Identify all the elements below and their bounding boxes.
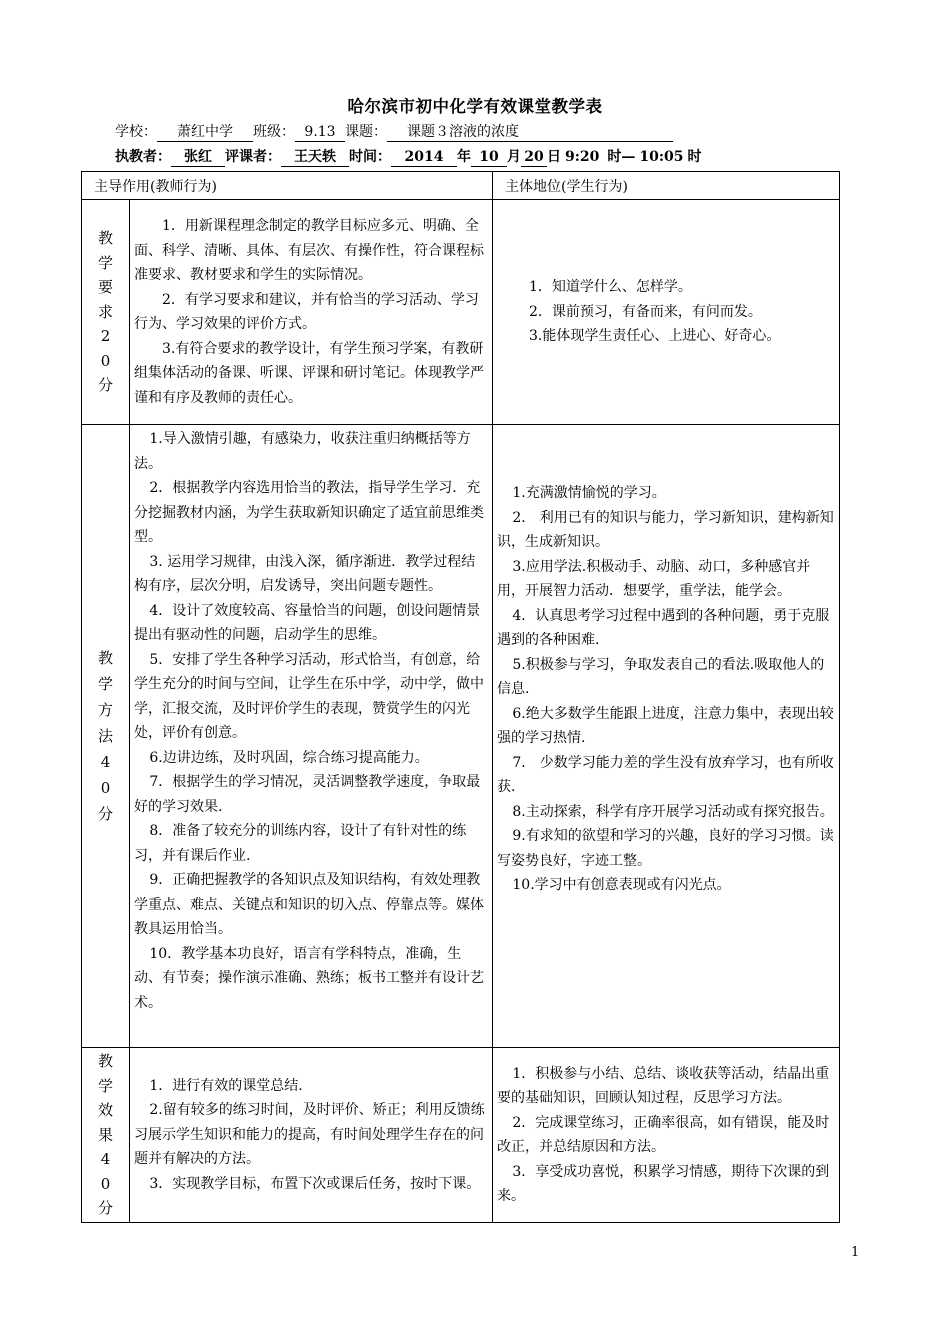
month-unit: 月: [507, 149, 521, 165]
month-value: 10: [471, 148, 507, 167]
student-item: 1．知道学什么、怎样学。: [529, 279, 692, 296]
student-item: 1.充满激情愉悦的学习。: [512, 485, 666, 501]
teacher-item: 8．准备了较充分的训练内容，设计了有针对性的练习，并有课后作业.: [134, 823, 467, 864]
category-label: 教学要求20分: [98, 229, 114, 395]
category-label: 教学方法40分: [98, 649, 114, 823]
teacher-value: 张红: [171, 148, 225, 167]
teacher-label: 执教者：: [115, 149, 171, 165]
table-header-row: [82, 172, 840, 200]
class-label: 班级：: [253, 124, 295, 140]
header-teacher-behavior: 主导作用(教师行为): [82, 172, 493, 200]
reviewer-label: 评课者：: [225, 149, 281, 165]
category-label: 教学效果40分: [98, 1052, 114, 1218]
category-cell: [82, 1048, 130, 1223]
teacher-item: 7．根据学生的学习情况，灵活调整教学速度，争取最好的学习效果.: [134, 774, 481, 815]
start-time: 9:20: [565, 149, 600, 165]
teacher-item: 1．进行有效的课堂总结.: [149, 1077, 303, 1094]
day-unit: 日: [547, 149, 561, 165]
reviewer-value: 王天轶: [281, 148, 349, 167]
teacher-item: 5．安排了学生各种学习活动，形式恰当，有创意，给学生充分的时间与空间，让学生在乐中学，动中学，做中学，汇报交流，及时评价学生的表现，赞赏学生的闪光处，评价有创意。: [134, 651, 484, 741]
student-item: 6.绝大多数学生能跟上进度，注意力集中，表现出较强的学习热情.: [497, 705, 834, 746]
day-value: 20: [521, 148, 547, 167]
teacher-item: 2．有学习要求和建议，并有恰当的学习活动、学习行为、学习效果的评价方式。: [134, 291, 479, 332]
evaluation-table: [81, 171, 840, 1223]
teacher-cell: [130, 425, 493, 1048]
end-time: 10:05: [639, 149, 684, 165]
teacher-item: 9．正确把握教学的各知识点及知识结构，有效处理教学重点、难点、关键点和知识的切入点、停靠点等。媒体教具运用恰当。: [134, 872, 484, 937]
student-cell: [493, 1048, 840, 1223]
student-item: 3.应用学法.积极动手、动脑、动口，多种感官并用，开展智力活动．想要学，重学法，能学会。: [497, 558, 811, 599]
student-cell: [493, 200, 840, 425]
student-item: 10.学习中有创意表现或有闪光点。: [512, 877, 731, 893]
school-value: 萧红中学: [157, 123, 253, 142]
student-item: 9.有求知的欲望和学习的兴趣，良好的学习习惯。读写姿势良好，字迹工整。: [497, 828, 834, 869]
teacher-item: 1．用新课程理念制定的教学目标应多元、明确、全面、科学、清晰、具体、有层次、有操作性，符合课程标准要求、教材要求和学生的实际情况。: [134, 218, 484, 283]
table-row: [82, 200, 840, 425]
teacher-item: 1.导入激情引趣，有感染力，收获注重归纳概括等方法。: [134, 431, 471, 472]
table-row: [82, 1048, 840, 1223]
school-label: 学校：: [115, 124, 157, 140]
student-item: 2． 利用已有的知识与能力，学习新知识，建构新知识，生成新知识。: [497, 509, 834, 550]
student-item: 2．课前预习，有备而来，有问而发。: [529, 303, 762, 320]
student-item: 7． 少数学习能力差的学生没有放弃学习，也有所收获.: [497, 754, 834, 795]
student-item: 3．享受成功喜悦，积累学习情感，期待下次课的到来。: [497, 1163, 830, 1204]
info-line-teacher: [115, 147, 702, 167]
teacher-item: 4．设计了效度较高、容量恰当的问题，创设问题情景提出有驱动性的问题，启动学生的思维。: [134, 602, 481, 643]
student-item: 4．认真思考学习过程中遇到的各种问题，勇于克服遇到的各种困难.: [497, 607, 830, 648]
teacher-item: 3. 运用学习规律，由浅入深，循序渐进．教学过程结构有序，层次分明，启发诱导，突出问题专题性。: [134, 553, 476, 594]
year-unit: 年: [457, 149, 471, 165]
student-item: 2．完成课堂练习，正确率很高，如有错误，能及时改正，并总结原因和方法。: [497, 1114, 830, 1155]
student-item: 1．积极参与小结、总结、谈收获等活动，结晶出重要的基础知识，回顾认知过程，反思学习方法。: [497, 1065, 830, 1106]
class-value: 9.13: [295, 123, 345, 142]
teacher-item: 2．根据教学内容选用恰当的教法，指导学生学习．充分挖掘教材内涵，为学生获取新知识确定了适宜前思维类型。: [134, 480, 484, 545]
teacher-item: 10．教学基本功良好，语言有学科特点，准确，生动、有节奏；操作演示准确、熟练；板书工整并有设计艺术。: [134, 945, 484, 1011]
topic-value: 课题３溶液的浓度: [387, 123, 673, 142]
student-item: 5.积极参与学习，争取发表自己的看法.吸取他人的信息.: [497, 656, 825, 697]
teacher-cell: [130, 1048, 493, 1223]
time-label: 时间：: [349, 149, 391, 165]
teacher-item: 3.有符合要求的教学设计，有学生预习学案，有教研组集体活动的备课、听课、评课和研讨笔记。体现教学严谨和有序及教师的责任心。: [134, 340, 484, 406]
header-student-behavior: 主体地位(学生行为): [493, 172, 840, 200]
year-value: 2014: [391, 148, 457, 167]
end-unit: 时: [687, 149, 702, 165]
table-row: [82, 425, 840, 1048]
category-cell: [82, 200, 130, 425]
page-number: 1: [851, 1245, 860, 1260]
teacher-cell: [130, 200, 493, 425]
info-line-school: [115, 122, 673, 142]
student-item: 3.能体现学生责任心、上进心、好奇心。: [529, 328, 781, 345]
student-cell: [493, 425, 840, 1048]
teacher-item: 2.留有较多的练习时间，及时评价、矫正；利用反馈练习展示学生知识和能力的提高，有时间处理学生存在的问题并有解决的方法。: [134, 1102, 485, 1168]
topic-label: 课题：: [345, 124, 387, 140]
student-item: 8.主动探索，科学有序开展学习活动或有探究报告。: [512, 803, 834, 820]
teacher-item: 6.边讲边练，及时巩固，综合练习提高能力。: [149, 749, 429, 766]
category-cell: [82, 425, 130, 1048]
teacher-item: 3．实现教学目标，布置下次或课后任务，按时下课。: [149, 1175, 481, 1192]
time-unit: 时—: [607, 149, 636, 165]
document-title: 哈尔滨市初中化学有效课堂教学表: [347, 97, 603, 116]
